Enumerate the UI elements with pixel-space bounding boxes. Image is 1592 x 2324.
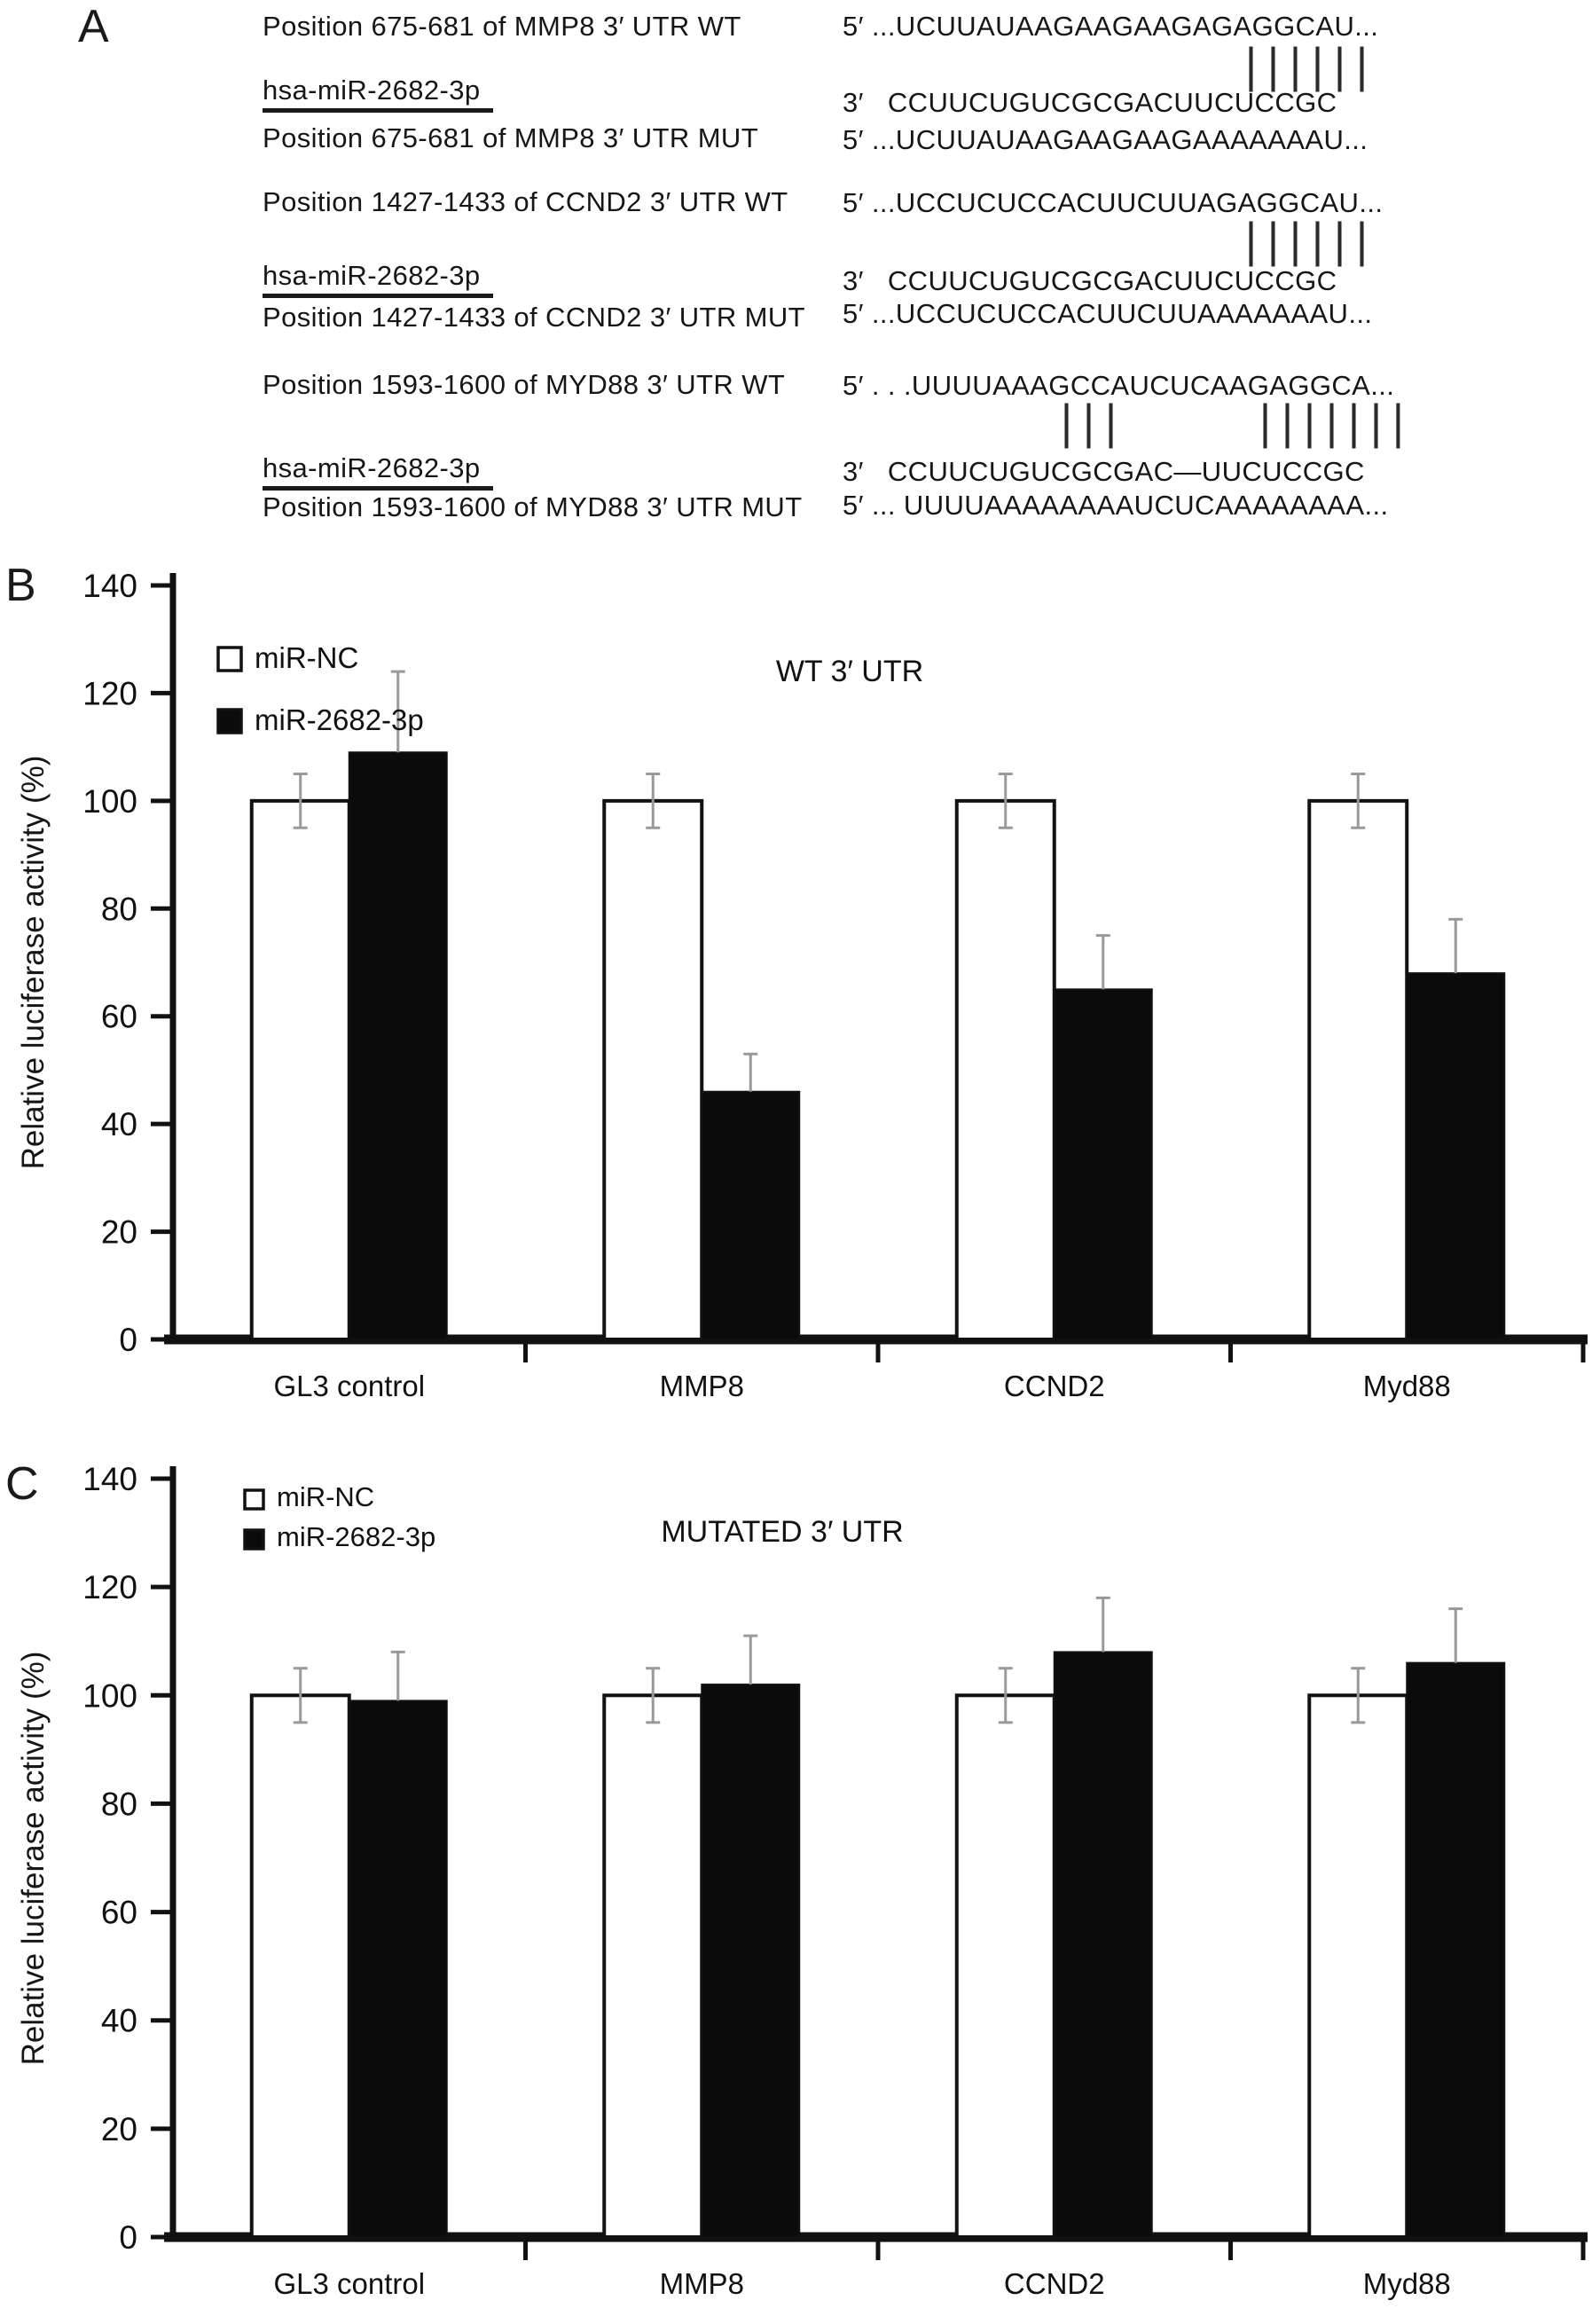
mirna-name-underlined: hsa-miR-2682-3p — [263, 75, 493, 113]
base-pairing-marks: |||||| — [1245, 212, 1378, 268]
svg-text:Myd88: Myd88 — [1362, 1370, 1451, 1402]
panel-a-label: A — [78, 1, 109, 52]
bar-chart-mutated-utr — [0, 1446, 1592, 2324]
mirna-name-underlined: hsa-miR-2682-3p — [263, 260, 493, 298]
svg-text:80: 80 — [100, 1786, 137, 1823]
svg-text:40: 40 — [100, 1106, 137, 1143]
mirna-sequence: 3′ CCUUCUGUCGCGAC—UUCUCCGC — [843, 456, 1365, 487]
alignment-wt-sequence: 5′ ...UCUUAUAAGAAGAAGAGAGGCAU... — [843, 11, 1379, 42]
svg-text:60: 60 — [100, 998, 137, 1035]
svg-text:MMP8: MMP8 — [659, 2267, 744, 2300]
mirna-sequence: 3′ CCUUCUGUCGCGACUUCUCCGC — [843, 87, 1337, 118]
svg-text:miR-2682-3p: miR-2682-3p — [255, 703, 424, 736]
panel-c-label: C — [5, 1458, 39, 1510]
svg-text:140: 140 — [82, 1461, 137, 1497]
alignment-mut-sequence: 5′ ...UCCUCUCCACUUCUUAAAAAAAU... — [843, 298, 1373, 329]
svg-text:0: 0 — [119, 2219, 137, 2256]
svg-text:80: 80 — [100, 891, 137, 928]
mirna-name-label — [263, 75, 493, 106]
base-pairing-marks: ||||||| — [1259, 394, 1415, 450]
svg-text:100: 100 — [82, 782, 137, 820]
svg-text:20: 20 — [100, 2110, 137, 2147]
alignment-wt-label: Position 675-681 of MMP8 3′ UTR WT — [263, 11, 741, 42]
alignment-wt-label: Position 1593-1600 of MYD88 3′ UTR WT — [263, 369, 786, 400]
svg-text:60: 60 — [100, 1894, 137, 1931]
svg-text:miR-NC: miR-NC — [277, 1481, 375, 1512]
svg-text:GL3 control: GL3 control — [273, 1370, 426, 1402]
svg-text:Myd88: Myd88 — [1362, 2267, 1451, 2300]
svg-text:miR-2682-3p: miR-2682-3p — [277, 1521, 436, 1552]
y-axis-title: Relative luciferase activity (%) — [16, 1651, 51, 2066]
alignment-wt-sequence: 5′ ...UCCUCUCCACUUCUUAGAGGCAU... — [843, 187, 1384, 218]
mirna-name-label — [263, 260, 493, 292]
svg-text:40: 40 — [100, 2002, 137, 2039]
svg-text:120: 120 — [82, 1569, 137, 1606]
svg-text:MUTATED 3′ UTR: MUTATED 3′ UTR — [661, 1515, 904, 1549]
panel-b-label: B — [5, 560, 36, 611]
svg-text:CCND2: CCND2 — [1003, 1370, 1105, 1402]
mirna-name-underlined: hsa-miR-2682-3p — [263, 452, 493, 491]
bar-chart-wt-utr — [0, 550, 1592, 1428]
alignment-wt-label: Position 1427-1433 of CCND2 3′ UTR WT — [263, 186, 788, 217]
svg-text:WT 3′ UTR: WT 3′ UTR — [775, 655, 924, 688]
alignment-mut-sequence: 5′ ... UUUUAAAAAAAAUCUCAAAAAAAA... — [843, 490, 1389, 521]
panel-a-alignments — [0, 0, 1592, 550]
svg-text:0: 0 — [119, 1322, 137, 1358]
svg-text:20: 20 — [100, 1213, 137, 1251]
svg-text:140: 140 — [82, 568, 137, 604]
alignment-mut-label: Position 1593-1600 of MYD88 3′ UTR MUT — [263, 491, 803, 522]
svg-text:GL3 control: GL3 control — [273, 2267, 426, 2300]
mirna-name-label — [263, 452, 493, 484]
base-pairing-marks: ||| — [1061, 394, 1127, 450]
y-axis-title: Relative luciferase activity (%) — [16, 755, 51, 1170]
svg-text:MMP8: MMP8 — [659, 1370, 744, 1402]
svg-text:120: 120 — [82, 675, 137, 712]
base-pairing-marks: |||||| — [1245, 37, 1378, 93]
svg-text:CCND2: CCND2 — [1003, 2267, 1105, 2300]
alignment-mut-label: Position 1427-1433 of CCND2 3′ UTR MUT — [263, 302, 805, 333]
alignment-mut-sequence: 5′ ...UCUUAUAAGAAGAAGAAAAAAAU... — [843, 124, 1368, 155]
svg-text:miR-NC: miR-NC — [255, 641, 359, 674]
mirna-sequence: 3′ CCUUCUGUCGCGACUUCUCCGC — [843, 265, 1337, 296]
svg-text:100: 100 — [82, 1677, 137, 1715]
alignment-wt-sequence: 5′ . . .UUUUAAAGCCAUCUCAAGAGGCA... — [843, 370, 1395, 401]
alignment-mut-label: Position 675-681 of MMP8 3′ UTR MUT — [263, 122, 759, 153]
